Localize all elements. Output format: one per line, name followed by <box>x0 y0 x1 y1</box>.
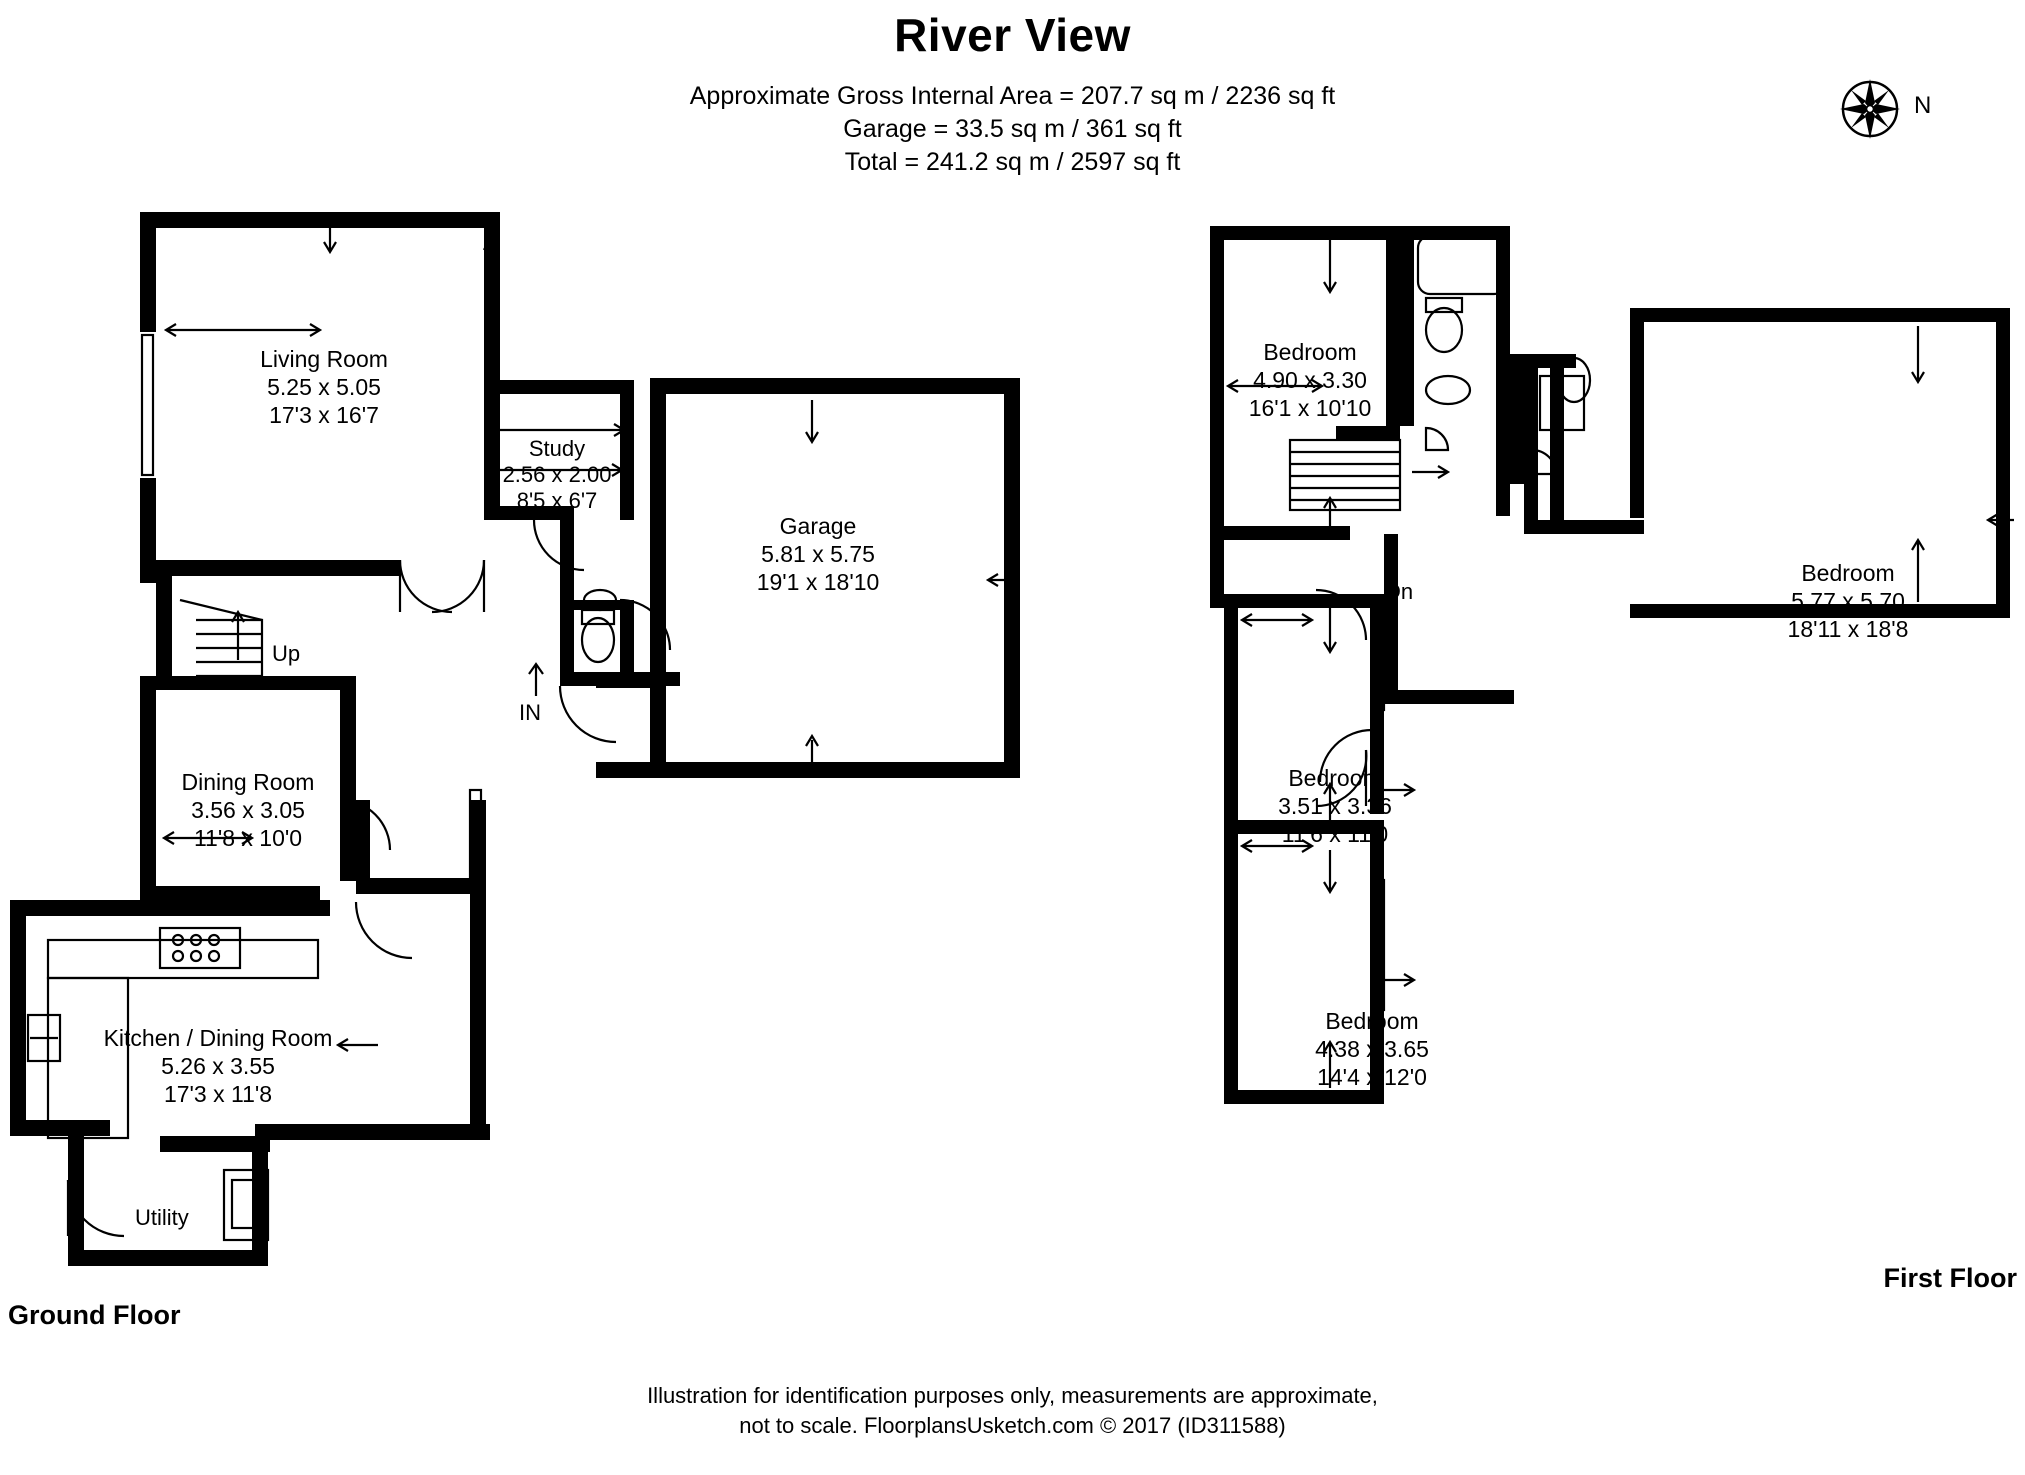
ground-floor-caption: Ground Floor <box>8 1300 181 1330</box>
entrance-in-label: IN <box>519 700 541 725</box>
room-label-living-room <box>260 345 388 429</box>
compass-rose-icon <box>1832 72 1952 147</box>
room-dim-metric: 5.25 x 5.05 <box>267 374 381 400</box>
room-dim-metric: 4.90 x 3.30 <box>1253 367 1367 393</box>
room-label-garage <box>757 512 880 596</box>
footer-disclaimer <box>0 1381 2025 1441</box>
area-line-gross: Approximate Gross Internal Area = 207.7 sq m / 2236 sq ft <box>689 82 1336 110</box>
first-floor-caption: First Floor <box>1883 1263 2017 1293</box>
room-dim-imperial: 14'4 x 12'0 <box>1317 1064 1427 1090</box>
room-dim-metric: 3.51 x 3.36 <box>1278 793 1392 819</box>
room-dim-imperial: 11'8 x 10'0 <box>193 825 303 851</box>
room-dim-metric: 5.26 x 3.55 <box>161 1053 275 1079</box>
room-label-bedroom-4 <box>1315 1007 1429 1091</box>
room-label-bedroom-2 <box>1788 559 1909 643</box>
room-label-dining-room <box>182 768 315 852</box>
area-line-garage: Garage = 33.5 sq m / 361 sq ft <box>843 115 1182 143</box>
room-dim-metric: 5.77 x 5.70 <box>1791 588 1905 614</box>
room-dim-imperial: 17'3 x 16'7 <box>269 402 379 428</box>
room-dim-imperial: 19'1 x 18'10 <box>756 569 880 595</box>
area-line-total: Total = 241.2 sq m / 2597 sq ft <box>844 148 1181 176</box>
room-dim-imperial: 18'11 x 18'8 <box>1787 616 1909 642</box>
room-name: Living Room <box>260 346 388 372</box>
room-label-kitchen-dining-room <box>104 1024 333 1108</box>
compass-rose <box>1832 72 1952 147</box>
room-dim-metric: 5.81 x 5.75 <box>761 541 875 567</box>
room-label-study <box>503 436 612 514</box>
stair-down-label: Dn <box>1385 579 1414 604</box>
footer-line-2: not to scale. FloorplansUsketch.com © 2017 (ID311588) <box>739 1413 1286 1438</box>
room-name: Dining Room <box>181 769 315 795</box>
room-name: Bedroom <box>1801 560 1895 586</box>
room-name: Study <box>528 436 586 461</box>
footer-line-1: Illustration for identification purposes only, measurements are approximate, <box>647 1383 1378 1408</box>
page-title: River View <box>894 9 1131 61</box>
room-dim-imperial: 17'3 x 11'8 <box>163 1081 273 1107</box>
stair-up-label: Up <box>272 641 301 666</box>
room-dim-metric: 2.56 x 2.00 <box>502 462 612 487</box>
room-label-bedroom-3 <box>1278 764 1392 848</box>
ground-floor-drawing <box>0 0 1030 1320</box>
room-name: Kitchen / Dining Room <box>103 1025 333 1051</box>
room-label-utility: Utility <box>135 1205 189 1230</box>
room-dim-imperial: 8'5 x 6'7 <box>516 488 598 513</box>
compass-north-label: N <box>1914 92 1932 119</box>
room-dim-metric: 4.38 x 3.65 <box>1315 1036 1429 1062</box>
room-name: Bedroom <box>1325 1008 1419 1034</box>
room-label-bedroom-1 <box>1249 338 1372 422</box>
room-name: Garage <box>779 513 857 539</box>
room-dim-metric: 3.56 x 3.05 <box>191 797 305 823</box>
room-name: Bedroom <box>1288 765 1382 791</box>
entrance-arrow-icon <box>524 660 548 700</box>
room-dim-imperial: 16'1 x 10'10 <box>1248 395 1372 421</box>
room-name: Bedroom <box>1263 339 1357 365</box>
room-dim-imperial: 11'6 x 11'0 <box>1281 821 1389 847</box>
